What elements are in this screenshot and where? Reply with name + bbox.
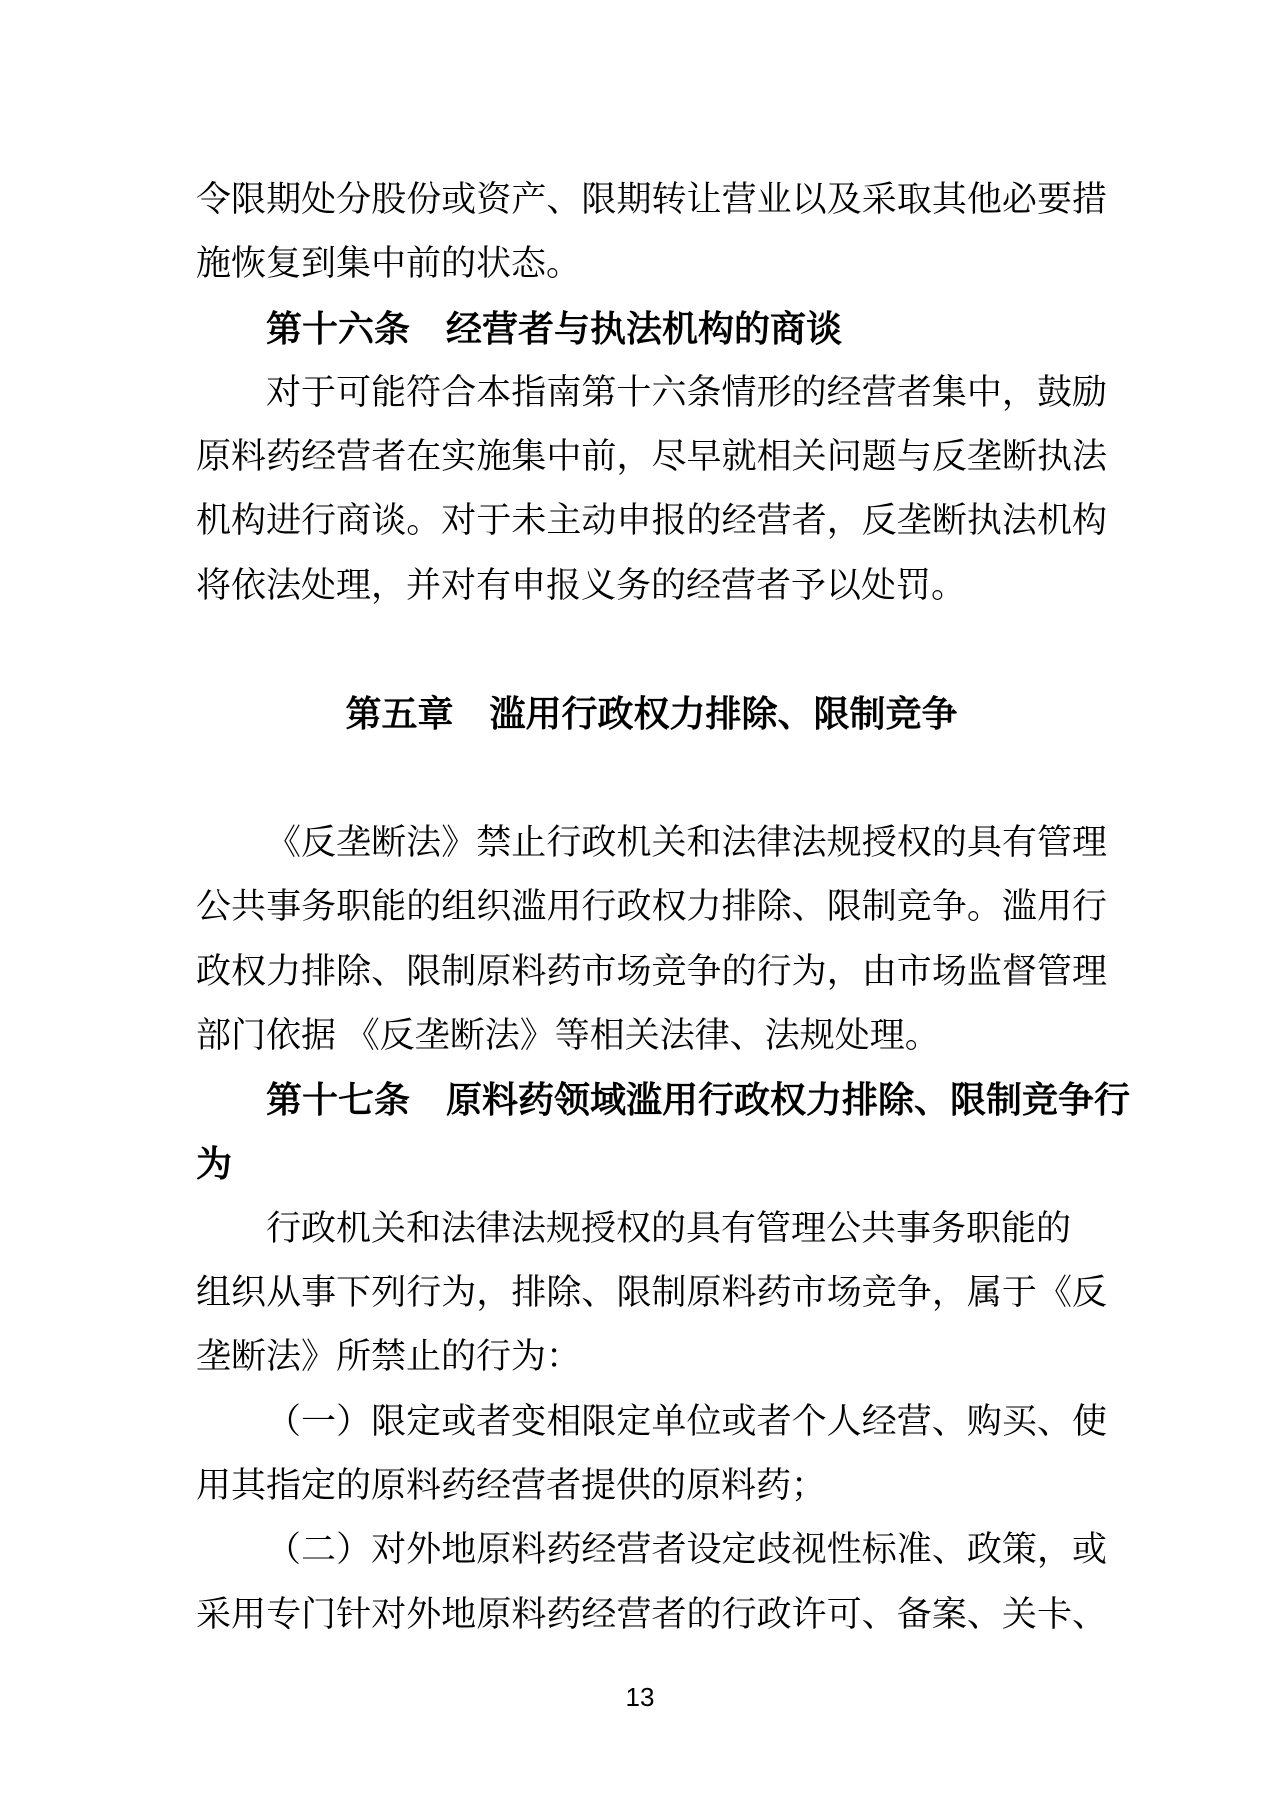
body-line: 将依法处理，并对有申报义务的经营者予以处罚。 xyxy=(196,565,967,605)
body-line: 施恢复到集中前的状态。 xyxy=(196,244,582,284)
body-line: 垄断法》所禁止的行为： xyxy=(196,1337,582,1377)
page-number: 13 xyxy=(625,1682,655,1712)
body-line: 组织从事下列行为，排除、限制原料药市场竞争，属于《反 xyxy=(196,1273,1107,1313)
body-line: 采用专门针对外地原料药经营者的行政许可、备案、关卡、 xyxy=(196,1594,1107,1634)
body-line: 原料药经营者在实施集中前，尽早就相关问题与反垄断执法 xyxy=(196,437,1107,477)
body-line: 行政机关和法律法规授权的具有管理公共事务职能的 xyxy=(266,1208,1072,1248)
list-item-1-line: （一）限定或者变相限定单位或者个人经营、购买、使 xyxy=(266,1401,1107,1441)
list-item-2-line: （二）对外地原料药经营者设定歧视性标准、政策，或 xyxy=(266,1530,1107,1570)
body-line: 令限期处分股份或资产、限期转让营业以及采取其他必要措 xyxy=(196,180,1107,219)
article-17-heading-continuation: 为 xyxy=(196,1143,233,1185)
body-line: 公共事务职能的组织滥用行政权力排除、限制竞争。滥用行 xyxy=(196,887,1107,927)
body-line: 《反垄断法》禁止行政机关和法律法规授权的具有管理 xyxy=(266,822,1107,862)
body-line: 对于可能符合本指南第十六条情形的经营者集中，鼓励 xyxy=(266,372,1107,412)
body-line: 部门依据 《反垄断法》等相关法律、法规处理。 xyxy=(196,1015,940,1055)
body-line: 用其指定的原料药经营者提供的原料药； xyxy=(196,1465,827,1505)
chapter-5-heading: 第五章 滥用行政权力排除、限制竞争 xyxy=(345,693,958,735)
body-line: 机构进行商谈。对于未主动申报的经营者，反垄断执法机构 xyxy=(196,501,1107,541)
article-17-heading: 第十七条 原料药领域滥用行政权力排除、限制竞争行 xyxy=(266,1079,1131,1121)
document-body xyxy=(196,168,1131,1647)
body-line: 政权力排除、限制原料药市场竞争的行为，由市场监督管理 xyxy=(196,951,1107,991)
article-16-heading: 第十六条 经营者与执法机构的商谈 xyxy=(266,307,843,349)
